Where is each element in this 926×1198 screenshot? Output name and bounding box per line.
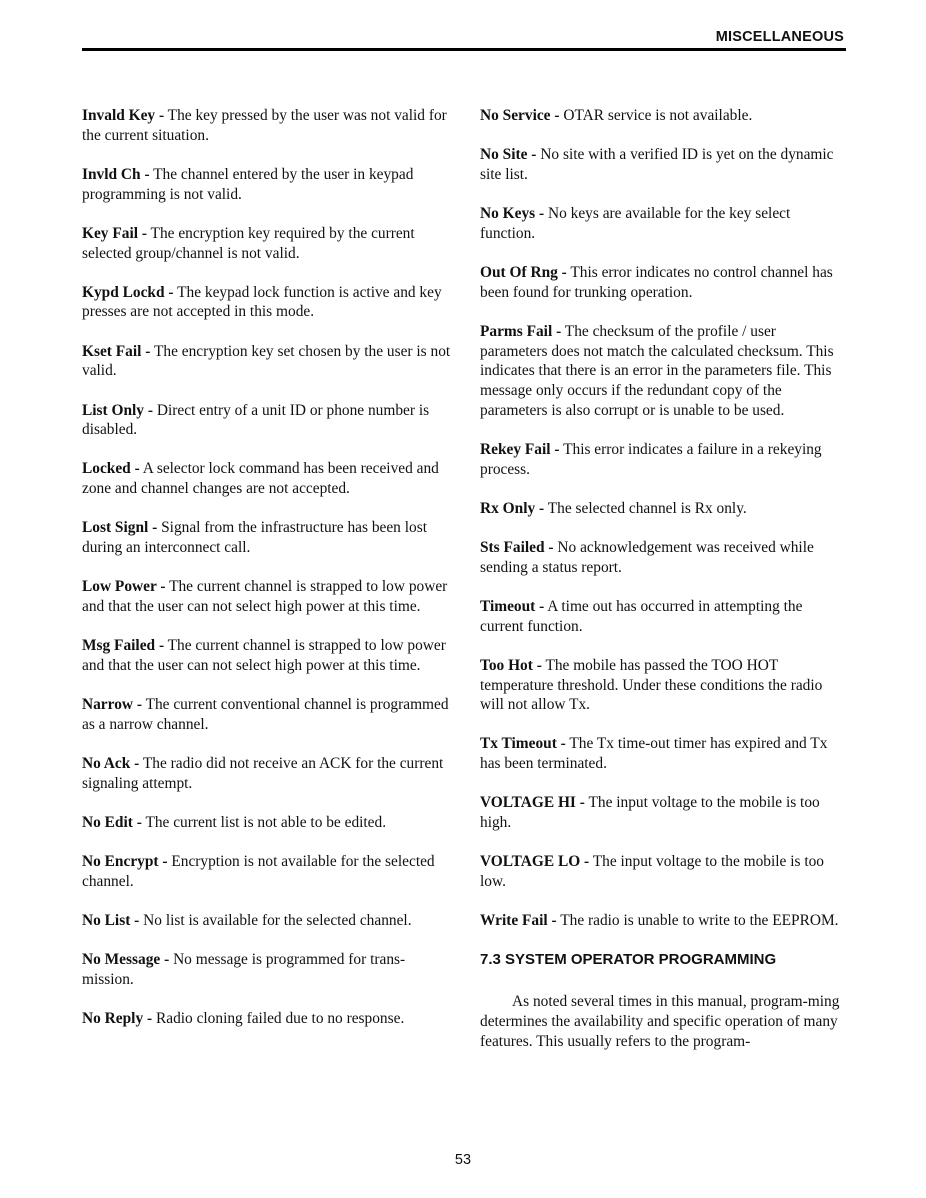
glossary-entry xyxy=(82,950,452,989)
entry-term: Out Of Rng - xyxy=(480,264,567,282)
glossary-entry xyxy=(480,106,846,126)
entry-description: The keypad lock function is active and key presses are not accepted in this mode. xyxy=(82,283,442,321)
entry-description: A selector lock command has been received and zone and channel changes are not accepted. xyxy=(82,460,439,498)
entry-description: The current channel is strapped to low power and that the user can not select high power at this time. xyxy=(82,578,448,615)
entry-description: This error indicates a failure in a rekeying process. xyxy=(480,440,822,478)
section-heading: 7.3 SYSTEM OPERATOR PROGRAMMING xyxy=(480,951,777,969)
entry-description: This error indicates no control channel has been found for trunking operation. xyxy=(480,264,833,301)
glossary-entry xyxy=(480,145,846,184)
glossary-entry xyxy=(480,793,846,832)
left-column xyxy=(82,106,452,1048)
entry-description: A time out has occurred in attempting the current function. xyxy=(480,597,803,635)
entry-term: Timeout - xyxy=(480,597,545,615)
entry-term: Write Fail - xyxy=(480,912,557,930)
entry-term: No Site - xyxy=(480,146,537,164)
glossary-entry xyxy=(82,459,452,498)
entry-term: Parms Fail - xyxy=(480,322,562,340)
entry-term: List Only - xyxy=(82,401,153,419)
entry-term: Rekey Fail - xyxy=(480,440,560,458)
entry-description: No site with a verified ID is yet on the dynamic site list. xyxy=(480,146,834,183)
glossary-entry xyxy=(82,401,452,440)
entry-description: Direct entry of a unit ID or phone number is disabled. xyxy=(82,401,430,439)
entry-term: No Ack - xyxy=(82,754,140,772)
entry-term: No Message - xyxy=(82,951,170,969)
running-header: MISCELLANEOUS xyxy=(715,29,844,45)
entry-term: VOLTAGE LO - xyxy=(480,853,590,871)
entry-term: No Service - xyxy=(480,107,560,124)
body-paragraph: As noted several times in this manual, program-ming determines the availability and specific operation of many features. This usually refers to the program- xyxy=(480,993,840,1050)
glossary-entry xyxy=(82,636,452,675)
glossary-entry xyxy=(82,852,452,891)
glossary-entry xyxy=(480,656,846,715)
glossary-entry xyxy=(82,518,452,557)
entry-term: Locked - xyxy=(82,460,140,478)
entry-term: Rx Only - xyxy=(480,499,545,517)
glossary-entry xyxy=(82,106,452,145)
entry-term: Msg Failed - xyxy=(82,637,165,655)
entry-term: Narrow - xyxy=(82,696,142,714)
glossary-entry xyxy=(480,322,846,421)
glossary-entry xyxy=(480,263,846,302)
entry-description: Radio cloning failed due to no response. xyxy=(155,1010,405,1028)
entry-term: No Reply - xyxy=(82,1010,153,1028)
entry-description: No message is programmed for trans-mission. xyxy=(82,951,406,988)
right-column xyxy=(480,106,846,1051)
entry-description: The input voltage to the mobile is too high. xyxy=(480,794,820,832)
glossary-entry xyxy=(82,1009,452,1029)
glossary-entry xyxy=(480,734,846,773)
glossary-entry xyxy=(82,577,452,616)
entry-term: VOLTAGE HI - xyxy=(480,794,585,812)
entry-term: Invld Ch - xyxy=(82,165,150,183)
glossary-entry xyxy=(480,204,846,243)
entry-term: No List - xyxy=(82,911,140,929)
entry-description: Signal from the infrastructure has been lost during an interconnect call. xyxy=(82,519,427,557)
glossary-entry xyxy=(82,754,452,793)
entry-term: Kset Fail - xyxy=(82,342,151,360)
entry-description: The channel entered by the user in keypad programming is not valid. xyxy=(82,165,414,203)
entry-term: Key Fail - xyxy=(82,224,147,242)
entry-description: No acknowledgement was received while sending a status report. xyxy=(480,539,814,576)
entry-description: The selected channel is Rx only. xyxy=(547,499,747,517)
entry-term: No Edit - xyxy=(82,813,142,831)
entry-description: The checksum of the profile / user parameters does not match the calculated checksum. This indicates that there is an error in the parameters file. This message only occurs if the redundant copy of the parameters is also corrupt or is unable to be used. xyxy=(480,322,834,419)
entry-description: The mobile has passed the TOO HOT temperature threshold. Under these conditions the radio will not allow Tx. xyxy=(480,656,823,714)
glossary-entry xyxy=(480,440,846,479)
entry-description: OTAR service is not available. xyxy=(563,107,753,124)
entry-description: The current channel is strapped to low power and that the user can not select high power at this time. xyxy=(82,637,446,674)
glossary-entry xyxy=(82,911,452,931)
glossary-entry xyxy=(480,499,846,519)
entry-description: The encryption key required by the current selected group/channel is not valid. xyxy=(82,224,415,262)
entry-description: No list is available for the selected channel. xyxy=(143,911,412,929)
entry-term: Lost Signl - xyxy=(82,519,158,537)
entry-term: Sts Failed - xyxy=(480,539,554,557)
glossary-entry xyxy=(82,165,452,204)
glossary-entry xyxy=(480,911,846,931)
entry-term: Invald Key - xyxy=(82,107,165,124)
entry-description: The key pressed by the user was not valid for the current situation. xyxy=(82,107,447,144)
entry-term: No Keys - xyxy=(480,205,545,223)
entry-description: No keys are available for the key select function. xyxy=(480,205,791,242)
entry-term: Too Hot - xyxy=(480,656,542,674)
glossary-entry xyxy=(480,597,846,636)
entry-description: The input voltage to the mobile is too low. xyxy=(480,853,825,890)
entry-term: Tx Timeout - xyxy=(480,735,566,753)
glossary-entry xyxy=(82,283,452,322)
entry-description: The current conventional channel is programmed as a narrow channel. xyxy=(82,696,449,733)
entry-description: The current list is not able to be edited. xyxy=(145,813,387,831)
glossary-entry xyxy=(480,852,846,891)
entry-term: Kypd Lockd - xyxy=(82,283,174,301)
entry-description: The radio is unable to write to the EEPROM. xyxy=(560,912,839,930)
entry-description: The radio did not receive an ACK for the current signaling attempt. xyxy=(82,754,444,792)
entry-term: No Encrypt - xyxy=(82,853,168,871)
glossary-entry xyxy=(82,342,452,381)
page-number: 53 xyxy=(454,1152,472,1168)
entry-description: The encryption key set chosen by the user is not valid. xyxy=(82,342,451,380)
glossary-entry xyxy=(82,813,452,833)
header-rule xyxy=(82,48,846,51)
glossary-entry xyxy=(480,538,846,577)
entry-term: Low Power - xyxy=(82,578,166,596)
entry-description: The Tx time-out timer has expired and Tx has been terminated. xyxy=(480,735,828,773)
glossary-entry xyxy=(82,695,452,734)
entry-description: Encryption is not available for the selected channel. xyxy=(82,853,435,890)
glossary-entry xyxy=(82,224,452,263)
